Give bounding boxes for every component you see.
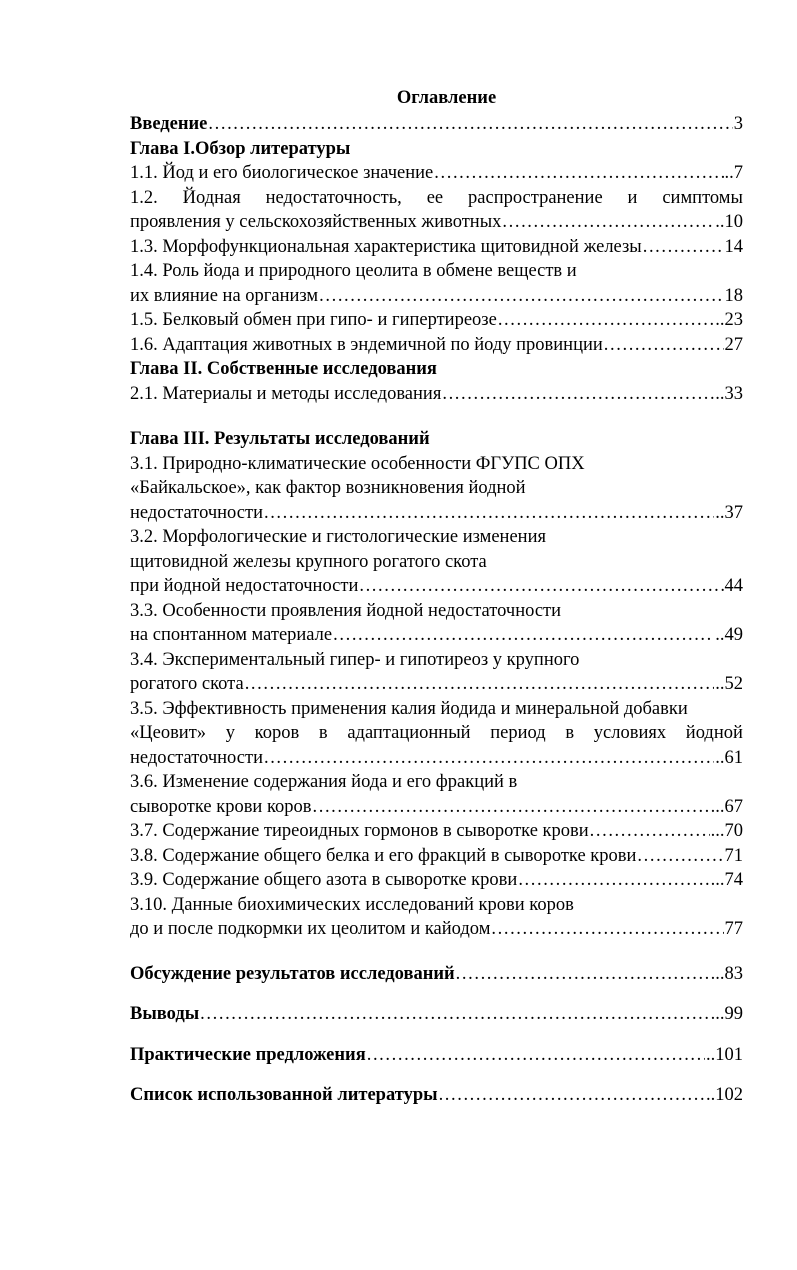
toc-entry-1-5 xyxy=(130,308,743,333)
toc-entry-3-2-line1: 3.2. Морфологические и гистологические изменения xyxy=(130,527,546,547)
toc-page-number: 27 xyxy=(724,334,743,355)
word: коров xyxy=(254,723,300,743)
toc-entry-3-1-line2: «Байкальское», как фактор возникновения йодной xyxy=(130,478,526,498)
toc-entry-text: 3.9. Содержание общего азота в сыворотке крови xyxy=(130,870,518,890)
dot-leader xyxy=(490,917,723,942)
word: и xyxy=(627,187,638,208)
toc-entry-text: Выводы xyxy=(130,1004,200,1024)
word: Йодная xyxy=(182,187,241,208)
toc-entry-text: Введение xyxy=(130,114,208,134)
word: «Цеовит» xyxy=(130,723,207,743)
toc-page-number: 44 xyxy=(724,576,743,596)
toc-entry-text: 1.3. Морфофункциональная характеристика щитовидной железы xyxy=(130,236,642,257)
toc-page-number: ..101 xyxy=(706,1044,743,1065)
toc-title: Оглавление xyxy=(396,88,497,108)
toc-entry-text: 1.1. Йод и его биологическое значение xyxy=(130,163,434,183)
toc-page-number: ..7 xyxy=(724,163,743,183)
toc-entry-3-4-line2 xyxy=(130,672,743,697)
dot-leader xyxy=(636,844,723,869)
toc-page-number: ..10 xyxy=(715,212,743,232)
dot-leader xyxy=(455,962,710,987)
toc-entry-text: проявления у сельскохозяйственных животных xyxy=(130,212,502,232)
toc-entry-text: на спонтанном материале xyxy=(130,625,333,645)
spacer xyxy=(130,942,743,962)
dot-leader xyxy=(433,161,723,186)
toc-entry-text: Обсуждение результатов исследований xyxy=(130,963,455,984)
dot-leader xyxy=(366,1043,705,1068)
toc-page-number: ..102 xyxy=(706,1085,743,1105)
toc-entry-3-10-line1: 3.10. Данные биохимических исследований крови коров xyxy=(130,894,574,915)
toc-entry-text: до и после подкормки их цеолитом и кайодом xyxy=(130,919,491,939)
toc-entry-1-3 xyxy=(130,235,743,260)
toc-entry-1-4-line1: 1.4. Роль йода и природного цеолита в обмене веществ и xyxy=(130,261,577,281)
toc-page-number: ...83 xyxy=(710,963,743,984)
toc-entry-3-6-line1: 3.6. Изменение содержания йода и его фракций в xyxy=(130,772,518,792)
toc-entry-text: 3.7. Содержание тиреоидных гормонов в сыворотке крови xyxy=(130,821,589,841)
toc-page-number: ..33 xyxy=(715,383,743,404)
toc-entry-1-2-line2 xyxy=(130,210,743,235)
toc-entry-3-9 xyxy=(130,868,743,893)
toc-entry-references xyxy=(130,1083,743,1108)
dot-leader xyxy=(438,1083,705,1108)
dot-leader xyxy=(441,382,714,407)
word: распространение xyxy=(468,187,603,208)
toc-entry-text: 1.5. Белковый обмен при гипо- и гипертиреозе xyxy=(130,310,497,330)
toc-entry-3-8 xyxy=(130,844,743,869)
toc-entry-text: Список использованной литературы xyxy=(130,1085,438,1105)
toc-entry-3-5-line1: 3.5. Эффективность применения калия йодида и минеральной добавки xyxy=(130,698,688,719)
table-of-contents xyxy=(130,86,743,1108)
toc-entry-1-2-line1 xyxy=(130,186,743,211)
toc-entry-text: рогатого скота xyxy=(130,674,244,694)
toc-page-number: ...74 xyxy=(710,870,743,890)
dot-leader xyxy=(263,501,714,526)
dot-leader xyxy=(332,623,714,648)
word: условиях xyxy=(593,723,667,743)
toc-page-number: ..61 xyxy=(715,747,743,768)
word: 1.2. xyxy=(130,187,158,208)
toc-entry-text: недостаточности xyxy=(130,747,263,768)
toc-page-number: 77 xyxy=(724,919,743,939)
toc-entry-3-3-line2 xyxy=(130,623,743,648)
word: у xyxy=(225,723,235,743)
dot-leader xyxy=(244,672,715,697)
toc-entry-3-7 xyxy=(130,819,743,844)
toc-entry-1-6 xyxy=(130,333,743,358)
toc-page-number: 14 xyxy=(724,236,743,257)
word: ее xyxy=(426,187,444,208)
toc-entry-3-10-line2 xyxy=(130,917,743,942)
spacer xyxy=(130,1067,743,1083)
toc-entry-proposals xyxy=(130,1043,743,1068)
chapter-3-heading: Глава III. Результаты исследований xyxy=(130,429,430,449)
toc-entry-text: Практические предложения xyxy=(130,1044,366,1065)
dot-leader xyxy=(589,819,710,844)
dot-leader xyxy=(603,333,724,358)
toc-entry-text: 3.8. Содержание общего белка и его фракций в сыворотке крови xyxy=(130,845,637,866)
toc-page-number: ...67 xyxy=(710,796,743,817)
toc-entry-text: недостаточности xyxy=(130,502,263,523)
spacer xyxy=(130,1027,743,1043)
toc-entry-conclusions xyxy=(130,1002,743,1027)
word: недостаточность, xyxy=(265,187,402,208)
word: период xyxy=(490,723,546,743)
chapter-1-heading: Глава I.Обзор литературы xyxy=(130,138,351,159)
toc-page-number: ..23 xyxy=(715,310,743,330)
toc-entry-intro xyxy=(130,112,743,137)
dot-leader xyxy=(358,574,723,599)
word: в xyxy=(318,723,328,743)
toc-page-number: ..37 xyxy=(715,502,743,523)
toc-entry-1-1 xyxy=(130,161,743,186)
toc-entry-3-5-line2 xyxy=(130,721,743,746)
chapter-2-heading: Глава II. Собственные исследования xyxy=(130,359,437,379)
toc-entry-2-1 xyxy=(130,382,743,407)
toc-page-number: ..49 xyxy=(715,625,743,645)
toc-page-number: ...99 xyxy=(710,1004,743,1024)
toc-page-number: 18 xyxy=(724,285,743,306)
toc-entry-text: сыворотке крови коров xyxy=(130,796,312,817)
toc-page-number: ..52 xyxy=(715,674,743,694)
toc-entry-3-5-line3 xyxy=(130,746,743,771)
word: адаптационный xyxy=(347,723,471,743)
toc-entry-discussion xyxy=(130,962,743,987)
dot-leader xyxy=(517,868,709,893)
toc-entry-3-1-line1: 3.1. Природно-климатические особенности ФГУПС ОПХ xyxy=(130,453,585,474)
toc-entry-3-4-line1: 3.4. Экспериментальный гипер- и гипотиреоз у крупного xyxy=(130,649,580,670)
toc-page-number: 3 xyxy=(733,114,743,134)
dot-leader xyxy=(312,795,710,820)
dot-leader xyxy=(497,308,714,333)
toc-entry-3-3-line1: 3.3. Особенности проявления йодной недостаточности xyxy=(130,600,562,621)
toc-entry-3-2-line2: щитовидной железы крупного рогатого скота xyxy=(130,551,487,572)
dot-leader xyxy=(501,210,714,235)
toc-entry-3-1-line3 xyxy=(130,501,743,526)
toc-entry-1-4-line2 xyxy=(130,284,743,309)
toc-entry-text: 1.6. Адаптация животных в эндемичной по йоду провинции xyxy=(130,334,603,355)
toc-entry-text: их влияние на организм xyxy=(130,285,319,306)
word: йодной xyxy=(685,723,743,743)
word: в xyxy=(565,723,575,743)
toc-entry-3-6-line2 xyxy=(130,795,743,820)
toc-page-number: 71 xyxy=(724,845,743,866)
spacer xyxy=(130,986,743,1002)
dot-leader xyxy=(642,235,724,260)
dot-leader xyxy=(318,284,723,309)
dot-leader xyxy=(263,746,714,771)
spacer xyxy=(130,406,743,427)
toc-entry-3-2-line3 xyxy=(130,574,743,599)
word: симптомы xyxy=(662,187,743,208)
toc-page-number: ...70 xyxy=(710,821,743,841)
dot-leader xyxy=(207,112,732,137)
toc-entry-text: 2.1. Материалы и методы исследования xyxy=(130,383,442,404)
toc-entry-text: при йодной недостаточности xyxy=(130,576,359,596)
dot-leader xyxy=(199,1002,709,1027)
